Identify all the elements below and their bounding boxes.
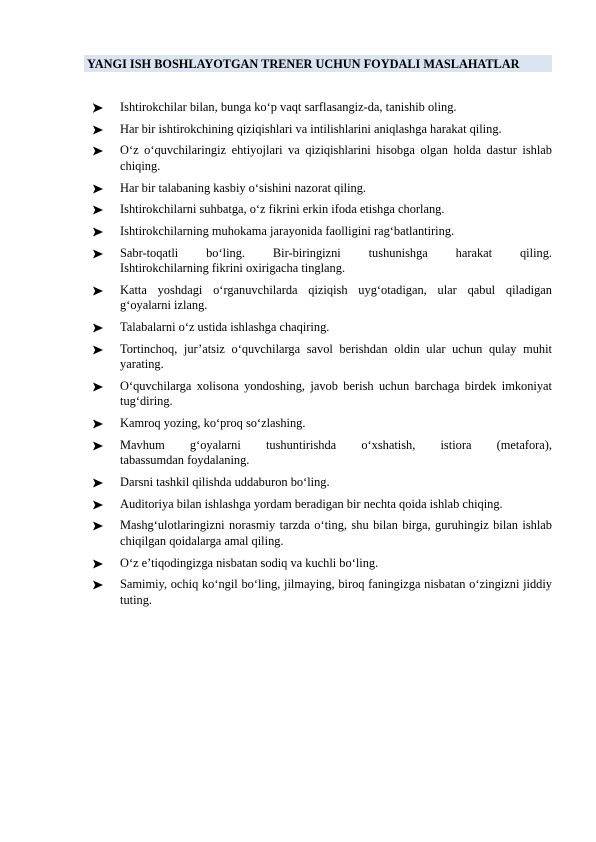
list-item	[92, 143, 552, 174]
arrow-bullet-icon	[92, 441, 104, 451]
list-item	[92, 497, 552, 513]
list-item-text: Har bir ishtirokchining qiziqishlari va intilishlarini aniqlashga harakat qiling.	[120, 121, 502, 136]
list-item-text-line: Mavhum g‘oyalarni tushuntirishda o‘xshatish, istiora (metafora),	[120, 437, 552, 452]
arrow-bullet-icon	[92, 184, 104, 194]
list-item	[92, 475, 552, 491]
arrow-bullet-icon	[92, 103, 104, 113]
list-item	[92, 379, 552, 410]
list-item	[92, 224, 552, 240]
arrow-bullet-icon	[92, 146, 104, 156]
arrow-bullet-icon	[92, 227, 104, 237]
list-item-text: O‘z o‘quvchilaringiz ehtiyojlari va qiziqishlarini hisobga olgan holda dastur ishlab chiqing.	[120, 143, 552, 173]
advice-list	[92, 100, 552, 614]
list-item-text: Auditoriya bilan ishlashga yordam beradigan bir nechta qoida ishlab chiqing.	[120, 496, 503, 511]
list-item	[92, 438, 552, 469]
list-item	[92, 202, 552, 218]
list-item-text: Darsni tashkil qilishda uddaburon bo‘ling.	[120, 474, 330, 489]
list-item	[92, 283, 552, 314]
list-item	[92, 122, 552, 138]
list-item-text: Mashg‘ulotlaringizni norasmiy tarzda o‘ting, shu bilan birga, guruhingiz bilan ishlab chiqilgan qoidalarga amal qiling.	[120, 518, 552, 548]
list-item-text: Kamroq yozing, ko‘proq so‘zlashing.	[120, 416, 306, 431]
arrow-bullet-icon	[92, 559, 104, 569]
list-item-text: Katta yoshdagi o‘rganuvchilarda qiziqish uyg‘otadigan, ular qabul qiladigan g‘oyalarni izlang.	[120, 282, 552, 313]
list-item	[92, 416, 552, 432]
list-item-text: Ishtirokchilarni suhbatga, o‘z fikrini erkin ifoda etishga chorlang.	[120, 202, 445, 217]
list-item	[92, 556, 552, 572]
list-item-text: Ishtirokchilarning muhokama jarayonida faolligini rag‘batlantiring.	[120, 223, 455, 238]
arrow-bullet-icon	[92, 382, 104, 392]
arrow-bullet-icon	[92, 500, 104, 510]
arrow-bullet-icon	[92, 521, 104, 531]
list-item-text: Samimiy, ochiq ko‘ngil bo‘ling, jilmaying, biroq faningizga nisbatan o‘zingizni jiddiy tuting.	[120, 577, 552, 607]
arrow-bullet-icon	[92, 249, 104, 259]
list-item-text: Tortinchoq, jur’atsiz o‘quvchilarga savol berishdan oldin ular uchun qulay muhit yarating.	[120, 341, 552, 372]
list-item	[92, 320, 552, 336]
list-item	[92, 246, 552, 277]
list-item	[92, 100, 552, 116]
list-item-text-line: Sabr-toqatli bo‘ling. Bir-biringizni tushunishga harakat qiling.	[120, 245, 552, 260]
list-item-text-line: Ishtirokchilarning fikrini oxirigacha tinglang.	[120, 261, 346, 276]
arrow-bullet-icon	[92, 323, 104, 333]
arrow-bullet-icon	[92, 419, 104, 429]
arrow-bullet-icon	[92, 205, 104, 215]
arrow-bullet-icon	[92, 286, 104, 296]
list-item	[92, 181, 552, 197]
list-item-text: Har bir talabaning kasbiy o‘sishini nazorat qiling.	[120, 180, 367, 195]
list-item-text: O‘quvchilarga xolisona yondoshing, javob berish uchun barchaga birdek imkoniyat tug‘diring.	[120, 378, 552, 409]
arrow-bullet-icon	[92, 345, 104, 355]
section-heading: YANGI ISH BOSHLAYOTGAN TRENER UCHUN FOYDALI MASLAHATLAR	[84, 55, 552, 72]
list-item-text: O‘z e’tiqodingizga nisbatan sodiq va kuchli bo‘ling.	[120, 555, 379, 570]
list-item-text-line: tabassumdan foydalaning.	[120, 453, 250, 468]
arrow-bullet-icon	[92, 580, 104, 590]
list-item-text: Ishtirokchilar bilan, bunga ko‘p vaqt sarflasangiz-da, tanishib oling.	[120, 100, 457, 114]
list-item	[92, 518, 552, 549]
list-item	[92, 577, 552, 608]
list-item	[92, 342, 552, 373]
arrow-bullet-icon	[92, 478, 104, 488]
arrow-bullet-icon	[92, 125, 104, 135]
list-item-text: Talabalarni o‘z ustida ishlashga chaqiring.	[120, 320, 330, 334]
